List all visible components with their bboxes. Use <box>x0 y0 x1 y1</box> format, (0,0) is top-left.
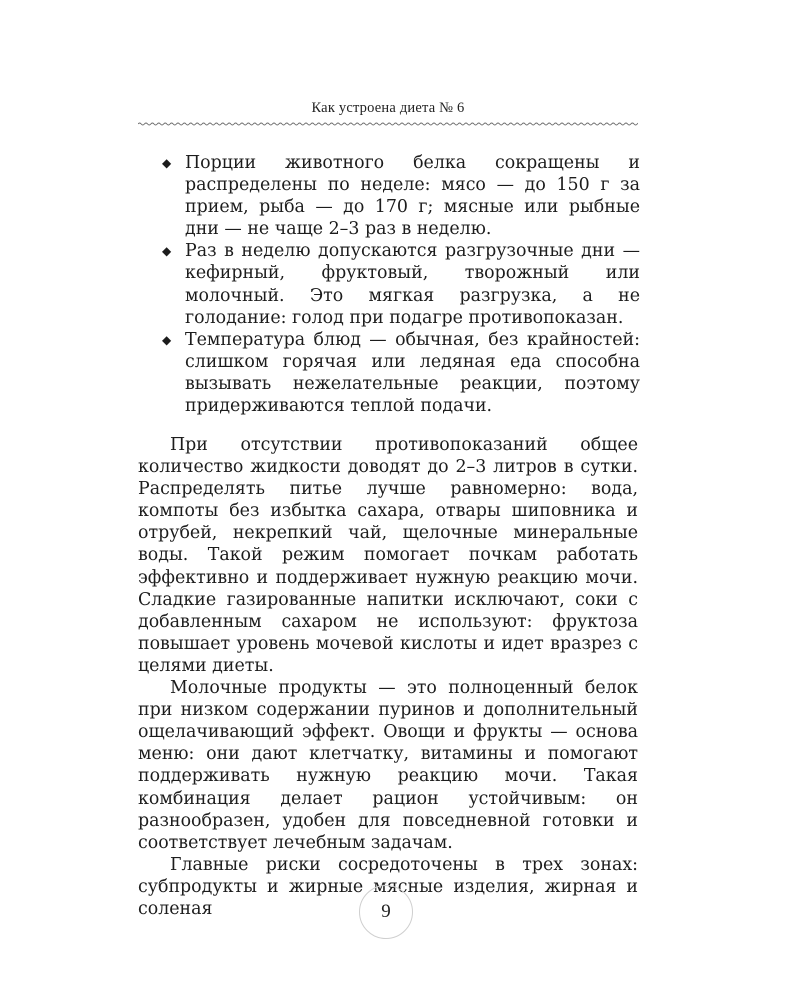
running-head: Как устроена диета № 6 <box>311 100 465 116</box>
body-text <box>138 434 638 920</box>
diamond-bullet-icon: ◆ <box>162 244 172 259</box>
diamond-bullet-icon: ◆ <box>162 332 172 347</box>
bullet-text: Раз в неделю допускаются разгрузочные дни — кефирный, фруктовый, творожный или молочный. Это мягкая разгрузка, а не голодание: голод при подагре противопоказан. <box>185 241 640 328</box>
paragraph: Главные риски сосредоточены в трех зонах: субпродукты и жирные мясные изделия, жирная и соленая <box>138 854 638 919</box>
bullet-text: Порции животного белка сокращены и распределены по неделе: мясо — до 150 г за прием, рыба — до 170 г; мясные или рыбные дни — не чаще 2–3 раз в неделю. <box>185 153 640 240</box>
paragraph: Молочные продукты — это полноценный белок при низком содержании пуринов и дополнительный ощелачивающий эффект. Овощи и фрукты — основа меню: они дают клетчатку, витамины и помогают поддерживать нужную реакцию мочи. Такая комбинация делает рацион устойчивым: он разнообразен, удобен для повседневной готовки и соответствует лечебным задачам. <box>138 678 638 853</box>
bullet-item <box>162 152 640 240</box>
paragraph: При отсутствии противопоказаний общее количество жидкости доводят до 2–3 литров в сутки. Распределять питье лучше равномерно: вода, компоты без избытка сахара, отвары шиповника и отрубей, некрепкий чай, щелочные минеральные воды. Такой режим помогает почкам работать эффективно и поддерживает нужную реакцию мочи. Сладкие газированные напитки исключают, соки с добавленным сахаром не используют: фруктоза повышает уровень мочевой кислоты и идет вразрез с целями диеты. <box>138 435 638 676</box>
bullet-text: Температура блюд — обычная, без крайностей: слишком горячая или ледяная еда способна вызывать нежелательные реакции, поэтому придерживаются теплой подачи. <box>185 329 640 417</box>
bullet-list <box>162 152 640 417</box>
diamond-bullet-icon: ◆ <box>162 156 172 170</box>
page-number: 9 <box>359 885 413 939</box>
bullet-item <box>162 240 640 328</box>
wavy-divider <box>138 120 638 128</box>
bullet-item <box>162 329 640 417</box>
